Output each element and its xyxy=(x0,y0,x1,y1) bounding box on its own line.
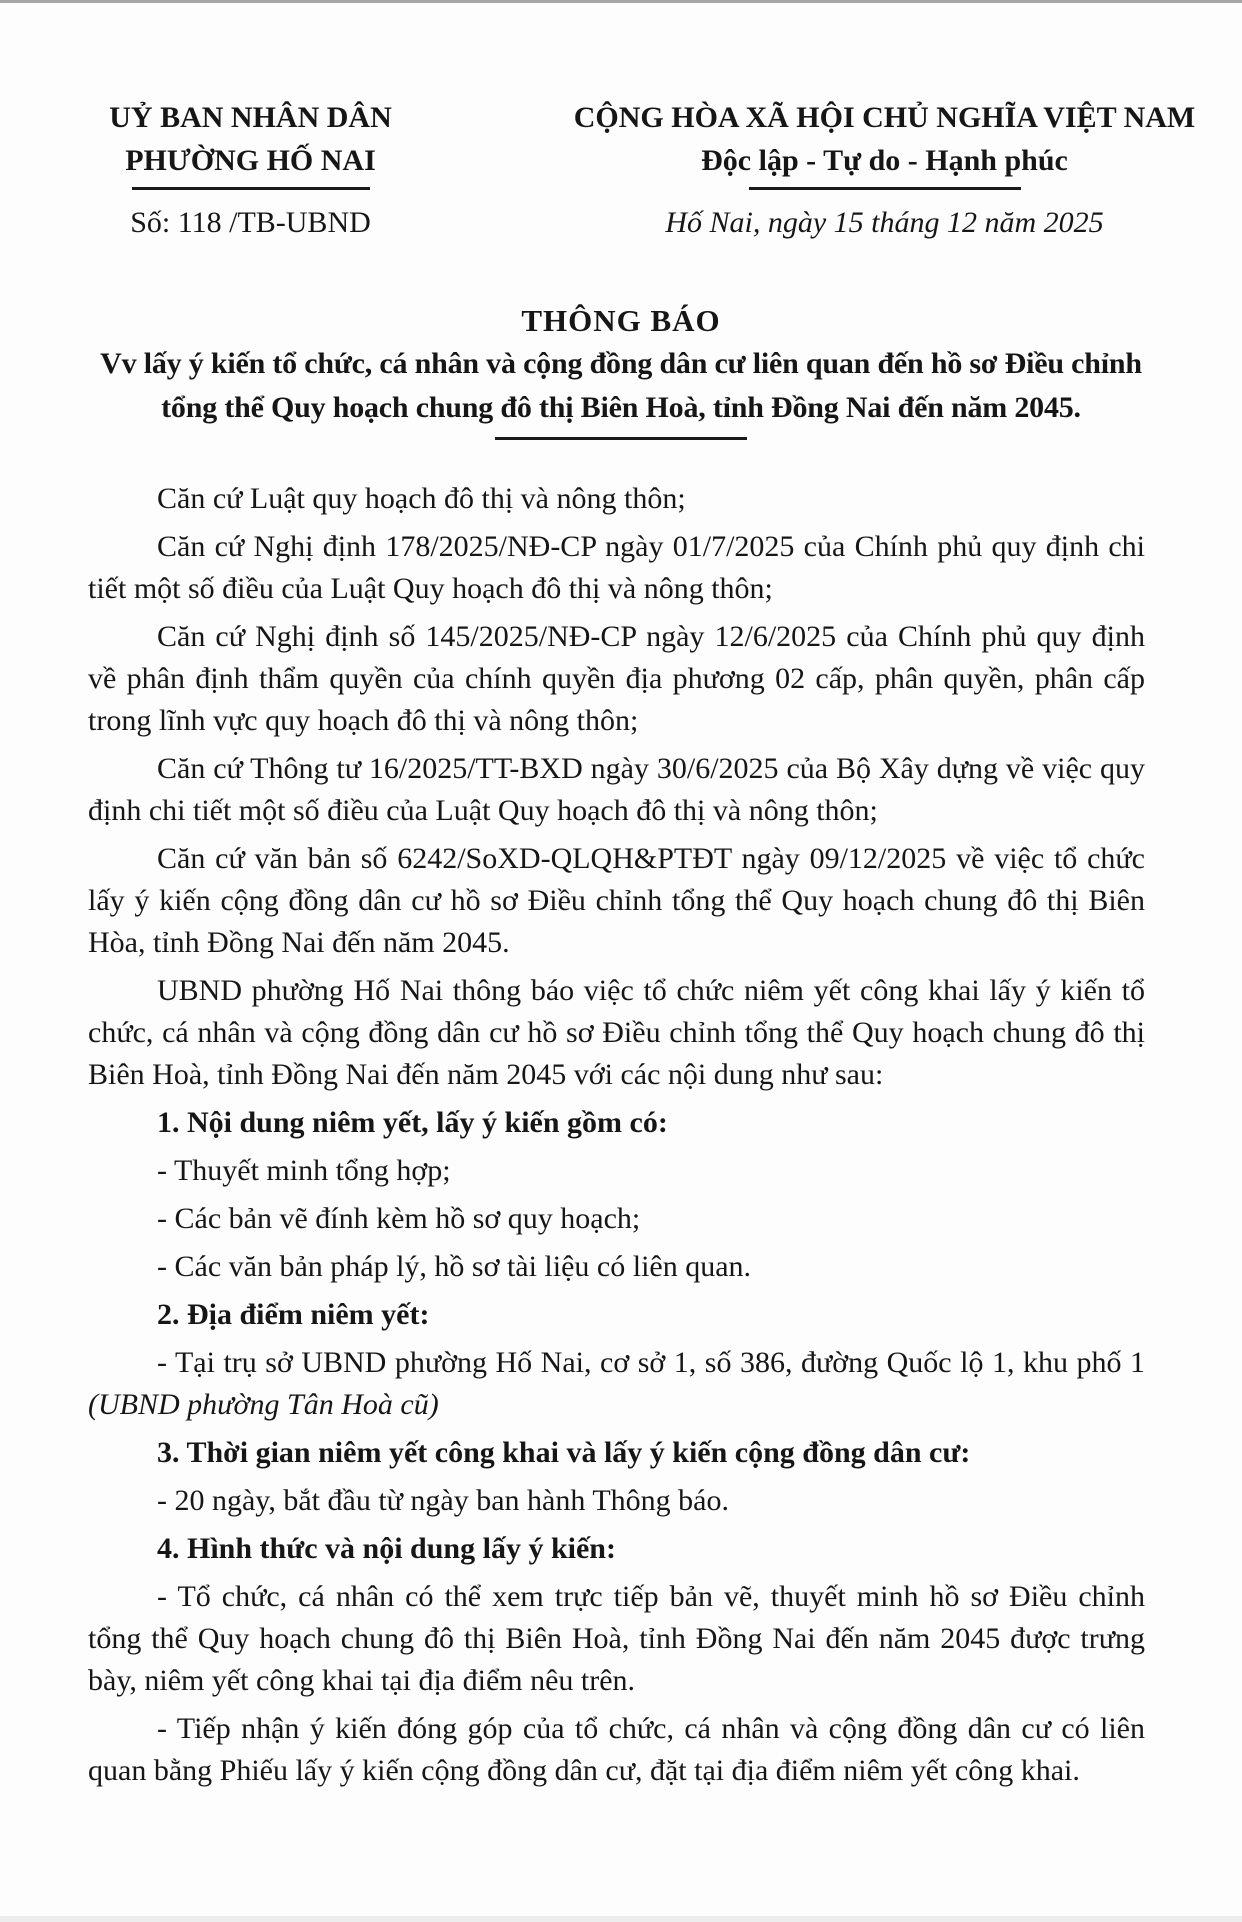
issuing-authority-block xyxy=(58,96,443,241)
legal-basis-5: Căn cứ văn bản số 6242/SoXD-QLQH&PTĐT ngày 09/12/2025 về việc tổ chức lấy ý kiến cộng đồng dân cư hồ sơ Điều chỉnh tổng thể Quy hoạch chung đô thị Biên Hòa, tỉnh Đồng Nai đến năm 2045. xyxy=(88,842,1145,959)
legal-basis-1: Căn cứ Luật quy hoạch đô thị và nông thôn; xyxy=(157,482,686,515)
section-1-heading: 1. Nội dung niêm yết, lấy ý kiến gồm có: xyxy=(157,1106,668,1139)
issuing-org-name: UỶ BAN NHÂN DÂN xyxy=(109,101,392,134)
national-motto: Độc lập - Tự do - Hạnh phúc xyxy=(701,144,1068,177)
national-header-block xyxy=(552,96,1217,241)
section-4-item-1: - Tổ chức, cá nhân có thể xem trực tiếp bản vẽ, thuyết minh hồ sơ Điều chỉnh tổng thể Quy hoạch chung đô thị Biên Hoà, tỉnh Đồng Nai đến năm 2045 được trưng bày, niêm yết công khai tại địa điểm nêu trên. xyxy=(88,1580,1145,1697)
motto-underline xyxy=(749,187,1021,190)
issuer-underline xyxy=(132,187,370,190)
section-1-item-2: - Các bản vẽ đính kèm hồ sơ quy hoạch; xyxy=(157,1202,641,1235)
document-type-title: THÔNG BÁO xyxy=(521,303,721,338)
section-4-heading: 4. Hình thức và nội dung lấy ý kiến: xyxy=(157,1532,616,1565)
window-bottom-edge-strip xyxy=(0,1916,1242,1922)
legal-basis-4: Căn cứ Thông tư 16/2025/TT-BXD ngày 30/6/2025 của Bộ Xây dựng về việc quy định chi tiết một số điều của Luật Quy hoạch đô thị và nông thôn; xyxy=(88,752,1145,827)
location-main-text: - Tại trụ sở UBND phường Hố Nai, cơ sở 1, số 386, đường Quốc lộ 1, khu phố 1 xyxy=(157,1346,1145,1379)
issuing-org-unit: PHƯỜNG HỐ NAI xyxy=(125,144,376,177)
section-3-heading: 3. Thời gian niêm yết công khai và lấy ý kiến cộng đồng dân cư: xyxy=(157,1436,971,1469)
section-2-heading: 2. Địa điểm niêm yết: xyxy=(157,1298,430,1331)
legal-basis-2: Căn cứ Nghị định 178/2025/NĐ-CP ngày 01/7/2025 của Chính phủ quy định chi tiết một số điều của Luật Quy hoạch đô thị và nông thôn; xyxy=(88,530,1145,605)
section-2-location xyxy=(88,1342,1145,1426)
legal-basis-3: Căn cứ Nghị định số 145/2025/NĐ-CP ngày 12/6/2025 của Chính phủ quy định về phân định thẩm quyền của chính quyền địa phương 02 cấp, phân quyền, phân cấp trong lĩnh vực quy hoạch đô thị và nông thôn; xyxy=(88,620,1145,737)
window-top-edge-line xyxy=(0,0,1242,3)
title-underline xyxy=(495,437,747,440)
section-1-item-3: - Các văn bản pháp lý, hồ sơ tài liệu có liên quan. xyxy=(157,1250,752,1283)
section-3-duration: - 20 ngày, bắt đầu từ ngày ban hành Thông báo. xyxy=(157,1484,729,1517)
national-title: CỘNG HÒA XÃ HỘI CHỦ NGHĨA VIỆT NAM xyxy=(573,101,1196,134)
document-subject-line-2: tổng thể Quy hoạch chung đô thị Biên Hoà, tỉnh Đồng Nai đến năm 2045. xyxy=(161,391,1081,424)
location-note-italic: (UBND phường Tân Hoà cũ) xyxy=(88,1388,439,1421)
document-body xyxy=(88,478,1145,1798)
place-and-date: Hố Nai, ngày 15 tháng 12 năm 2025 xyxy=(665,206,1104,239)
document-subject-line-1: Vv lấy ý kiến tổ chức, cá nhân và cộng đồng dân cư liên quan đến hồ sơ Điều chỉnh xyxy=(100,347,1142,380)
section-4-item-2: - Tiếp nhận ý kiến đóng góp của tổ chức, cá nhân và cộng đồng dân cư có liên quan bằng Phiếu lấy ý kiến cộng đồng dân cư, đặt tại địa điểm niêm yết công khai. xyxy=(88,1712,1145,1787)
document-number: Số: 118 /TB-UBND xyxy=(130,206,371,239)
document-title-block xyxy=(0,300,1242,440)
section-1-item-1: - Thuyết minh tổng hợp; xyxy=(157,1154,451,1187)
announcement-intro: UBND phường Hố Nai thông báo việc tổ chức niêm yết công khai lấy ý kiến tổ chức, cá nhân và cộng đồng dân cư hồ sơ Điều chỉnh tổng thể Quy hoạch chung đô thị Biên Hoà, tỉnh Đồng Nai đến năm 2045 với các nội dung như sau: xyxy=(88,974,1145,1091)
